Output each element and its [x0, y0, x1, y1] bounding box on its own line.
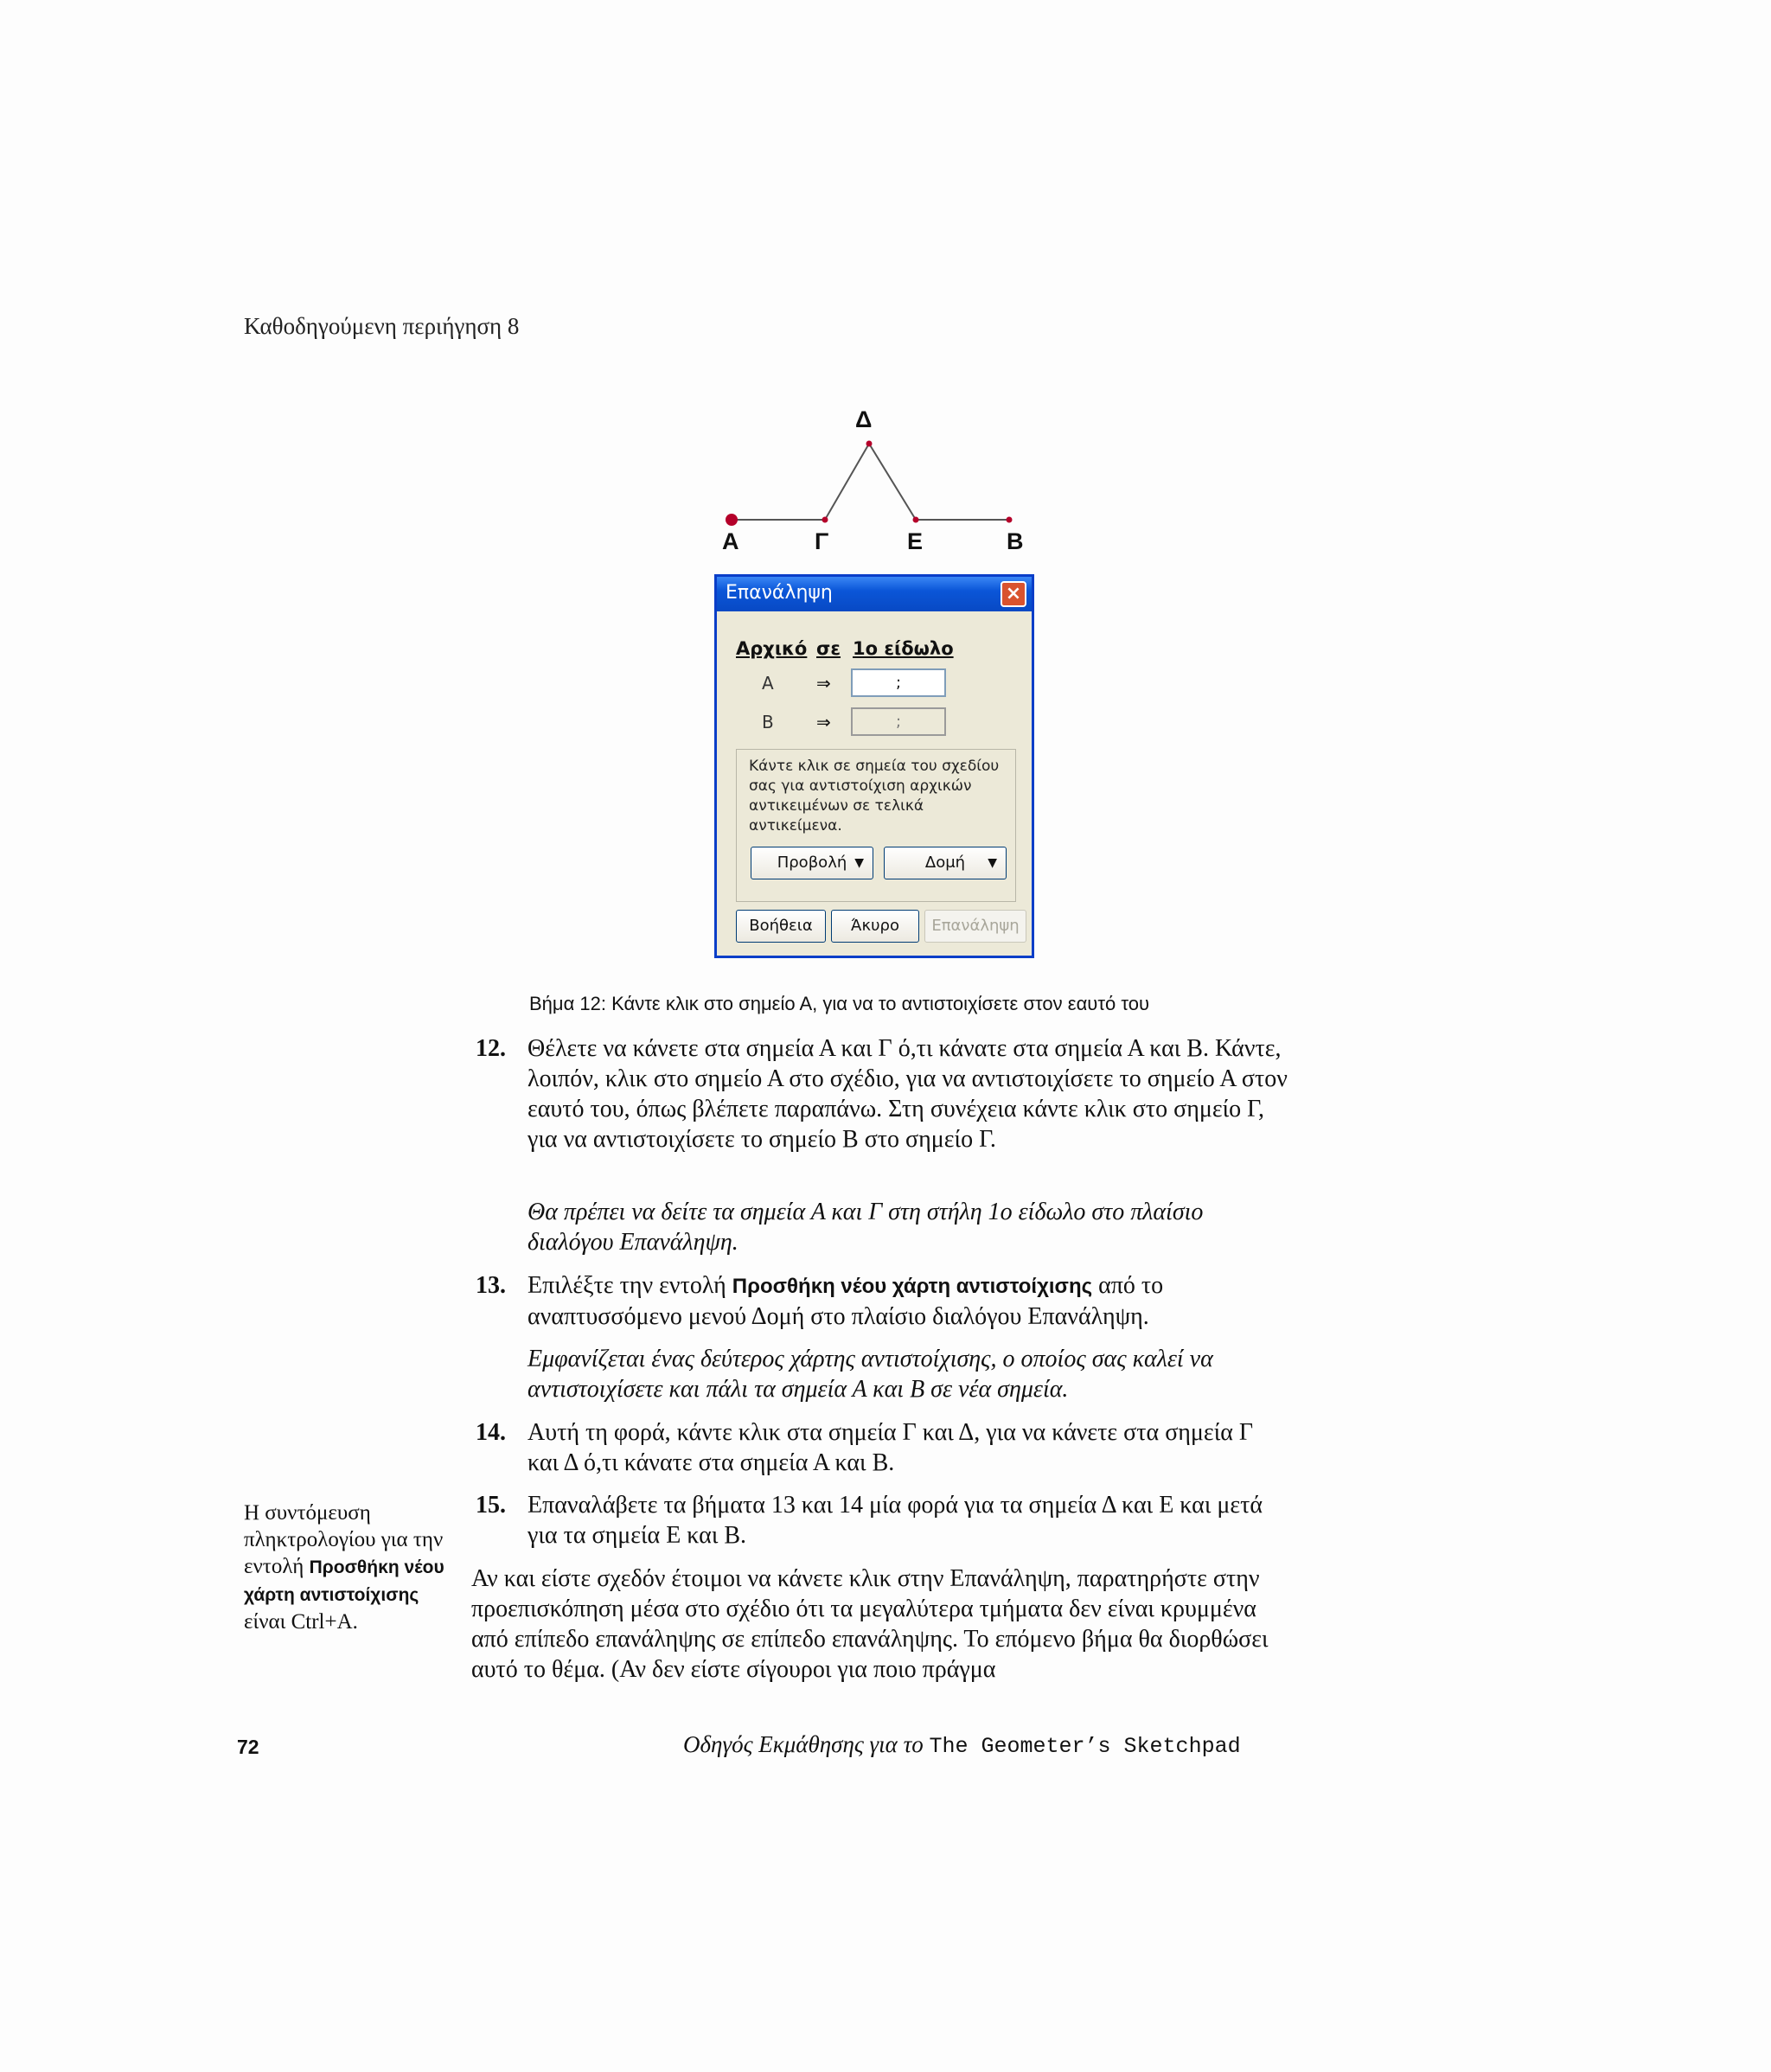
label-g: Γ	[815, 528, 829, 554]
running-header: Καθοδηγούμενη περιήγηση 8	[244, 313, 520, 339]
map-arrow-icon: ⇒	[816, 673, 831, 694]
structure-button-label: Δομή	[924, 854, 966, 872]
cancel-button[interactable]: Άκυρο	[831, 910, 919, 943]
column-to: σε	[816, 638, 841, 659]
dialog-title: Επανάληψη	[726, 582, 833, 604]
step-13-pre: Επιλέξτε την εντολή	[527, 1272, 732, 1299]
row-label-a: Α	[762, 673, 774, 694]
dialog-titlebar[interactable]	[717, 577, 1032, 611]
label-a: Α	[722, 528, 739, 554]
map-arrow-icon: ⇒	[816, 712, 831, 732]
step-number: 13.	[476, 1272, 506, 1299]
step-number: 14.	[476, 1419, 506, 1446]
body-paragraph: Αν και είστε σχεδόν έτοιμοι να κάνετε κλικ στην Επανάληψη, παρατηρήστε στην προεπισκόπηση μέσα στο σχέδιο ότι τα μεγαλύτερα τμήματα δεν είναι κρυμμένα από επίπεδο επανάληψης σε επίπεδο επανάληψης. Το επόμενο βήμα θα διορθώσει αυτό το θέμα. (Αν δεν είστε σίγουροι για ποιο πράγμα	[471, 1565, 1269, 1683]
label-d: Δ	[855, 406, 873, 432]
segment-d-e	[869, 444, 916, 520]
step-13-note: Εμφανίζεται ένας δεύτερος χάρτης αντιστοίχισης, ο οποίος σας καλεί να αντιστοιχίσετε και πάλι τα σημεία Α και Β σε νέα σημεία.	[527, 1346, 1213, 1403]
point-b	[1007, 517, 1013, 523]
column-original: Αρχικό	[736, 638, 808, 659]
step-number: 12.	[476, 1035, 506, 1062]
step-14-text: Αυτή τη φορά, κάντε κλικ στα σημεία Γ και Δ, για να κάνετε στα σημεία Γ και Δ ό,τι κάνατε στα σημεία Α και Β.	[527, 1419, 1254, 1476]
chevron-down-icon: ▼	[988, 856, 997, 870]
command-name: Προσθήκη νέου χάρτη αντιστοίχισης	[732, 1275, 1093, 1298]
point-g	[822, 517, 828, 523]
footer-title-product: The Geometer’s Sketchpad	[929, 1734, 1241, 1759]
image-field-b[interactable]: ;	[851, 707, 946, 736]
margin-note-post: είναι Ctrl+A.	[244, 1610, 358, 1634]
geometry-figure	[668, 374, 1081, 560]
column-image: 1ο είδωλο	[853, 638, 954, 659]
step-number: 15.	[476, 1492, 506, 1519]
label-b: Β	[1007, 528, 1024, 554]
margin-note	[244, 1500, 444, 1635]
step-12-note: Θα πρέπει να δείτε τα σημεία Α και Γ στη στήλη 1ο είδωλο στο πλαίσιο διαλόγου Επανάληψη.	[527, 1199, 1204, 1256]
segment-g-d	[825, 444, 869, 520]
footer-title	[683, 1731, 1241, 1759]
point-a	[726, 514, 738, 526]
page-number: 72	[237, 1736, 259, 1758]
step-13-post: από το αναπτυσσόμενο μενού Δομή στο πλαίσιο διαλόγου Επανάληψη.	[527, 1272, 1164, 1330]
row-label-b: Β	[762, 712, 774, 732]
label-e: Ε	[907, 528, 924, 554]
help-button[interactable]: Βοήθεια	[736, 910, 826, 943]
close-icon[interactable]: ×	[1001, 581, 1026, 607]
iterate-dialog	[714, 574, 1034, 958]
iterate-button[interactable]: Επανάληψη	[924, 910, 1026, 943]
step-15-text: Επαναλάβετε τα βήματα 13 και 14 μία φορά για τα σημεία Δ και Ε και μετά για τα σημεία Ε και Β.	[527, 1492, 1263, 1549]
view-button-label: Προβολή	[777, 854, 847, 872]
chevron-down-icon: ▼	[854, 856, 864, 870]
structure-menu-button[interactable]	[884, 847, 1007, 879]
point-d	[866, 441, 873, 447]
info-text: Κάντε κλικ σε σημεία του σχεδίου σας για αντιστοίχιση αρχικών αντικειμένων σε τελικά αντικείμενα.	[749, 758, 1000, 835]
footer-title-greek: Οδηγός Εκμάθησης για το	[683, 1731, 930, 1757]
point-e	[913, 517, 919, 523]
image-field-a[interactable]: ;	[851, 668, 946, 697]
step-12-text: Θέλετε να κάνετε στα σημεία Α και Γ ό,τι κάνατε στα σημεία Α και Β. Κάντε, λοιπόν, κλικ στο σημείο Α στο σχέδιο, για να αντιστοιχίσετε το σημείο Α στον εαυτό του, όπως βλέπετε παραπάνω. Στη συνέχεια κάντε κλικ στο σημείο Γ, για να αντιστοιχίσετε το σημείο Β στο σημείο Γ.	[527, 1035, 1288, 1153]
view-menu-button[interactable]	[751, 847, 873, 879]
margin-note-command: Προσθήκη νέου χάρτη αντιστοίχισης	[244, 1557, 444, 1605]
info-groupbox	[736, 749, 1016, 902]
step-13-text	[527, 1270, 1288, 1332]
margin-note-pre: Η συντόμευση πληκτρολογίου για την εντολή	[244, 1501, 444, 1578]
figure-caption: Βήμα 12: Κάντε κλικ στο σημείο Α, για να το αντιστοιχίσετε στον εαυτό του	[529, 993, 1149, 1014]
